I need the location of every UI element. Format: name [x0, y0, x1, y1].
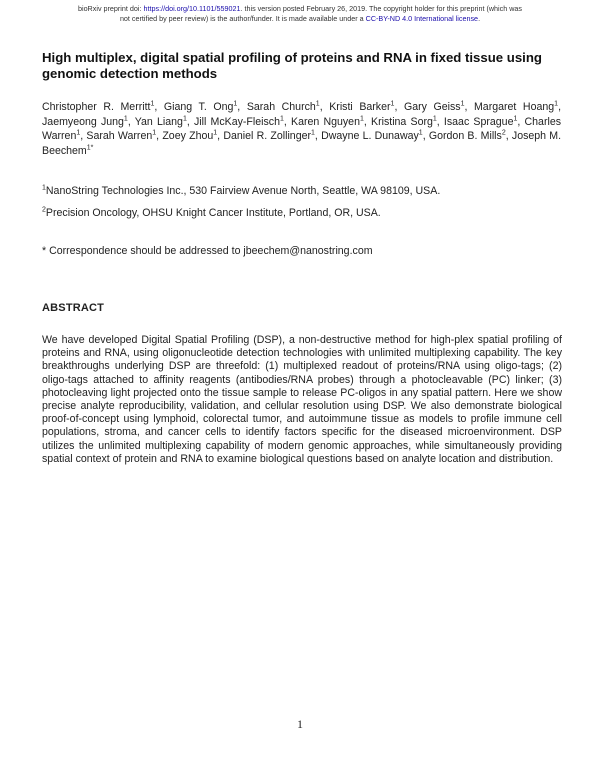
- affiliation-mark: 2: [42, 206, 46, 214]
- author-affiliation-mark: 1: [279, 115, 284, 123]
- author-affiliation-mark: 1: [432, 115, 437, 123]
- abstract-heading: ABSTRACT: [42, 302, 105, 314]
- preprint-notice: [0, 4, 600, 24]
- author-name: Jaemyeong Jung: [42, 115, 124, 128]
- notice-line-1: [0, 4, 600, 14]
- page-number: 1: [297, 717, 303, 731]
- author-name: Jill McKay-Fleisch: [193, 115, 280, 128]
- author-affiliation-mark: 1: [311, 129, 315, 137]
- author-affiliation-mark: 1: [359, 115, 364, 123]
- author-name: Daniel R. Zollinger: [223, 130, 312, 143]
- author-affiliation-mark: 1*: [86, 144, 94, 152]
- notice-license-prefix: not certified by peer review) is the author/funder. It is made available under a: [119, 14, 366, 23]
- author-affiliation-mark: 1: [123, 115, 128, 123]
- author-affiliation-mark: 1: [418, 129, 423, 137]
- paper-title: High multiplex, digital spatial profiling of proteins and RNA in fixed tissue using genomic detection methods: [42, 50, 542, 81]
- abstract-body: We have developed Digital Spatial Profiling (DSP), a non-destructive method for high-plex spatial profiling of proteins and RNA, using oligonucleotide detection technologies with unlimited multiplexing capability. The key breakthroughs underlying DSP are threefold: (1) multiplexed readout of proteins/RNA using oligo-tags; (2) oligo-tags attached to affinity reagents (antibodies/RNA probes) through a photocleavable (PC) linker; (3) photocleaving light projected onto the tissue sample to release PC-oligos in any spatial pattern. Here we show precise analyte reproducibility, validation, and cellular resolution using DSP. We also demonstrate biological proof-of-concept using lymphoid, colorectal tumor, and autoimmune tissue as models to profile immune cell populations, stroma, and cancer cells to identify factors specific for the diseased microenvironment. DSP utilizes the unlimited multiplexing capability of modern genomic approaches, while simultaneously providing spatial context of protein and RNA to examine biological questions based on analyte location and distribution.: [42, 334, 562, 465]
- author-name: Karen Nguyen: [291, 115, 360, 128]
- author-affiliation-mark: 1: [213, 129, 218, 137]
- author-name: Dwayne L. Dunaway: [321, 130, 419, 143]
- author-name: Isaac Sprague: [443, 115, 514, 128]
- correspondence-note: * Correspondence should be addressed to jbeechem@nanostring.com: [42, 245, 373, 257]
- affiliation-1: [42, 184, 440, 198]
- doi-link[interactable]: https://doi.org/10.1101/559021: [143, 4, 241, 13]
- author-affiliation-mark: 1: [152, 129, 157, 137]
- author-name: Sarah Warren: [86, 130, 153, 143]
- affiliation-mark: 1: [42, 184, 46, 192]
- author-name: Zoey Zhou: [162, 130, 214, 143]
- author-name: Yan Liang: [134, 115, 183, 128]
- author-list: Christopher R. Merritt$^1$, Giang T. Ong$^1$, Sarah Church$^1$, Kristi Barker$^1$, Gary Geiss$^1$, Margaret Hoang$^1$, Jaemyeong Jung$^1$, Yan Liang$^1$, Jill McKay-Fleisch$^1$, Karen Nguyen$^1$, Kristina Sorg$^1$, Isaac Sprague$^1$, Charles Warren$^1$, Sarah Warren$^1$, Zoey Zhou$^1$, Daniel R. Zollinger$^1$, Dwayne L. Dunaway$^1$, Gordon B. Mills$^2$, Joseph M. Beechem$^{1*}$: [42, 100, 562, 157]
- author-affiliation-mark: 1: [315, 100, 320, 108]
- author-name: Sarah Church: [246, 101, 316, 113]
- author-name: Gary Geiss: [403, 101, 461, 113]
- author-name: Joseph M. Beechem: [42, 130, 562, 157]
- affiliation-text: Precision Oncology, OHSU Knight Cancer Institute, Portland, OR, USA.: [45, 207, 381, 219]
- author-affiliation-mark: 1: [460, 100, 465, 108]
- notice-line-2: [0, 14, 600, 24]
- affiliation-text: NanoString Technologies Inc., 530 Fairview Avenue North, Seattle, WA 98109, USA.: [45, 185, 441, 197]
- license-link[interactable]: CC-BY-ND 4.0 International license: [365, 14, 479, 23]
- author-name: Kristi Barker: [329, 101, 391, 113]
- author-affiliation-mark: 1: [233, 100, 238, 108]
- author-affiliation-mark: 2: [501, 129, 506, 137]
- author-name: Christopher R. Merritt: [42, 101, 151, 113]
- notice-line2-suffix: .: [478, 14, 481, 23]
- author-affiliation-mark: 1: [390, 100, 395, 108]
- author-affiliation-mark: 1: [182, 115, 187, 123]
- author-affiliation-mark: 1: [513, 115, 518, 123]
- affiliation-2: [42, 206, 381, 220]
- notice-line1-suffix: . this version posted February 26, 2019. The copyright holder for this preprint (which was: [240, 4, 523, 13]
- notice-doi-prefix: bioRxiv preprint doi:: [77, 4, 144, 13]
- author-affiliation-mark: 1: [150, 100, 155, 108]
- author-affiliation-mark: 1: [76, 129, 81, 137]
- author-affiliation-mark: 1: [554, 100, 559, 108]
- author-name: Gordon B. Mills: [428, 130, 502, 143]
- author-name: Kristina Sorg: [371, 115, 433, 128]
- author-name: Giang T. Ong: [163, 101, 234, 113]
- author-name: Margaret Hoang: [473, 101, 555, 113]
- author-name: Charles Warren: [42, 115, 562, 143]
